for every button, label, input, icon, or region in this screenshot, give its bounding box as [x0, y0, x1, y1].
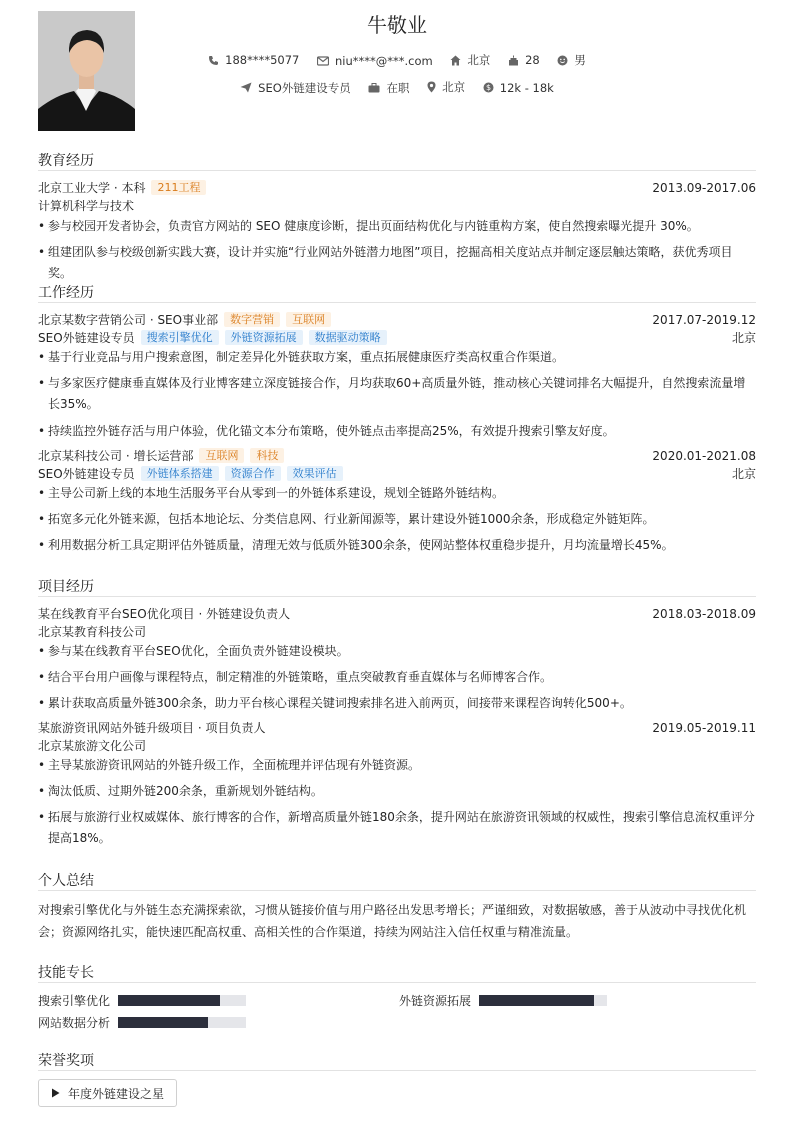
company-tag: 互联网 [286, 312, 331, 327]
job-header [38, 311, 756, 328]
job-intent-row [0, 79, 794, 96]
salary-item [483, 81, 554, 95]
section-divider [38, 982, 756, 983]
project-header [38, 605, 756, 622]
gender-text: 男 [574, 53, 586, 67]
skill-name: 外链资源拓展 [399, 994, 472, 1008]
email-item [317, 54, 433, 68]
role-tag: 外链体系搭建 [141, 466, 219, 481]
skill-bar-fill [479, 995, 594, 1006]
list-item: • 主导公司新上线的本地生活服务平台从零到一的外链体系建设，规划全链路外链结构。 [38, 486, 505, 500]
email-text: niu****@***.com [335, 53, 433, 68]
briefcase-icon [368, 83, 380, 93]
work-section-title: 工作经历 [38, 285, 94, 301]
skill-item [38, 1014, 246, 1031]
job-date: 2020.01-2021.08 [652, 448, 756, 463]
project-org-row [38, 623, 756, 640]
project-date: 2019.05-2019.11 [652, 720, 756, 735]
project-org: 北京某旅游文化公司 [38, 739, 147, 753]
mail-icon [317, 56, 329, 66]
skill-bar [479, 995, 607, 1006]
company-tag: 科技 [250, 448, 284, 463]
cake-icon [508, 55, 519, 66]
svg-text:$: $ [485, 83, 491, 93]
section-divider [38, 302, 756, 303]
section-divider [38, 890, 756, 891]
school-tag: 211工程 [151, 180, 206, 195]
contact-info-row [0, 52, 794, 69]
project-date: 2018.03-2018.09 [652, 606, 756, 621]
list-item: • 拓宽多元化外链来源，包括本地论坛、分类信息网、行业新闻源等，累计建设外链1000余条，形成稳定外链矩阵。 [38, 512, 655, 526]
projects-section-title: 项目经历 [38, 579, 94, 595]
section-divider [38, 1070, 756, 1071]
company-name: 北京某科技公司 · 增长运营部 [38, 449, 194, 463]
list-item: • 累计获取高质量外链300余条，助力平台核心课程关键词搜索排名进入前两页，间接带来课程咨询转化500+。 [38, 696, 632, 710]
list-item: • 主导某旅游资讯网站的外链升级工作，全面梳理并评估现有外链资源。 [38, 758, 421, 772]
project-header [38, 719, 756, 736]
role-tag: 外链资源拓展 [225, 330, 303, 345]
section-divider [38, 170, 756, 171]
education-date: 2013.09-2017.06 [652, 180, 756, 195]
list-item: • 与多家医疗健康垂直媒体及行业博客建立深度链接合作，月均获取60+高质量外链，推动核心关键词排名大幅提升，自然搜索流量增长35%。 [38, 376, 746, 411]
role-tag: 效果评估 [287, 466, 343, 481]
school-name: 北京工业大学 · 本科 [38, 181, 146, 195]
project-name: 某旅游资讯网站外链升级项目 · 项目负责人 [38, 721, 266, 735]
location-pin-icon [427, 81, 436, 93]
job-role: SEO外链建设专员 [38, 467, 135, 481]
skill-bar [118, 1017, 246, 1028]
section-divider [38, 596, 756, 597]
status-text: 在职 [386, 81, 410, 95]
company-tag: 数字营销 [224, 312, 280, 327]
gender-item [557, 52, 586, 68]
summary-text: 对搜索引擎优化与外链生态充满探索欲，习惯从链接价值与用户路径出发思考增长；严谨细致，对数据敏感，善于从波动中寻找优化机会；资源网络扎实，能快速匹配高权重、高相关性的合作渠道，持续为网站注入信任权重与精准流量。 [38, 903, 747, 939]
list-item: • 参与某在线教育平台SEO优化，全面负责外链建设模块。 [38, 644, 349, 658]
list-item: • 参与校园开发者协会，负责官方网站的 SEO 健康度诊断，提出页面结构优化与内链重构方案，使自然搜索曝光提升 30%。 [38, 219, 699, 233]
skills-section-title: 技能专长 [38, 965, 94, 981]
age-text: 28 [525, 53, 540, 67]
education-major-row [38, 197, 756, 214]
honors-section-title: 荣誉奖项 [38, 1053, 94, 1069]
honor-text: 年度外链建设之星 [68, 1086, 165, 1101]
job-location: 北京 [731, 467, 756, 481]
phone-text: 188****5077 [225, 53, 300, 67]
salary-text: 12k - 18k [499, 80, 554, 95]
project-org-row [38, 737, 756, 754]
skill-name: 网站数据分析 [38, 1016, 111, 1030]
skill-bar-fill [118, 1017, 208, 1028]
skill-item [399, 992, 607, 1009]
project-org: 北京某教育科技公司 [38, 625, 147, 639]
honor-item [38, 1079, 177, 1107]
education-header [38, 179, 756, 196]
major-text: 计算机科学与技术 [38, 199, 135, 213]
role-tag: 资源合作 [225, 466, 281, 481]
job-role-row [38, 329, 756, 346]
target-city-text: 北京 [442, 80, 466, 94]
age-item [508, 53, 540, 67]
position-text: SEO外链建设专员 [258, 80, 351, 95]
list-item: • 利用数据分析工具定期评估外链质量，清理无效与低质外链300余条，使网站整体权重稳步提升，月均流量增长45%。 [38, 538, 674, 552]
send-icon [240, 82, 252, 93]
summary-section-title: 个人总结 [38, 873, 94, 889]
company-name: 北京某数字营销公司 · SEO事业部 [38, 313, 219, 327]
skill-item [38, 992, 246, 1009]
city-item [450, 52, 490, 68]
target-city-item [427, 79, 465, 95]
list-item: • 持续监控外链存活与用户体验，优化锚文本分布策略，使外链点击率提高25%，有效提升搜索引擎友好度。 [38, 424, 615, 438]
status-item [368, 80, 409, 96]
company-tag: 互联网 [199, 448, 244, 463]
job-location: 北京 [731, 331, 756, 345]
job-header [38, 447, 756, 464]
job-role-row [38, 465, 756, 482]
smile-icon [557, 55, 568, 66]
money-icon [483, 82, 494, 93]
phone-icon [208, 55, 219, 66]
role-tag: 数据驱动策略 [309, 330, 387, 345]
city-text: 北京 [467, 53, 491, 67]
role-tag: 搜索引擎优化 [141, 330, 219, 345]
list-item: • 拓展与旅游行业权威媒体、旅行博客的合作，新增高质量外链180余条，提升网站在旅游资讯领域的权威性，搜索引擎信息流权重评分提高18%。 [38, 810, 755, 845]
home-icon [450, 55, 461, 66]
project-name: 某在线教育平台SEO优化项目 · 外链建设负责人 [38, 607, 291, 621]
skill-bar-fill [118, 995, 220, 1006]
list-item: • 淘汰低质、过期外链200余条，重新规划外链结构。 [38, 784, 323, 798]
position-item [240, 80, 351, 96]
list-item: • 基于行业竞品与用户搜索意图，制定差异化外链获取方案，重点拓展健康医疗类高权重合作渠道。 [38, 350, 565, 364]
skill-name: 搜索引擎优化 [38, 994, 111, 1008]
list-item: • 结合平台用户画像与课程特点，制定精准的外链策略，重点突破教育垂直媒体与名师博客合作。 [38, 670, 553, 684]
education-section-title: 教育经历 [38, 153, 94, 169]
phone-item [208, 53, 299, 67]
play-triangle-icon [51, 1088, 60, 1098]
list-item: • 组建团队参与校级创新实践大赛，设计并实施“行业网站外链潜力地图”项目，挖掘高相关度站点并制定逐层触达策略，获优秀项目奖。 [38, 245, 733, 280]
candidate-name: 牛敬业 [367, 13, 427, 37]
skill-bar [118, 995, 246, 1006]
job-role: SEO外链建设专员 [38, 331, 135, 345]
job-date: 2017.07-2019.12 [652, 312, 756, 327]
